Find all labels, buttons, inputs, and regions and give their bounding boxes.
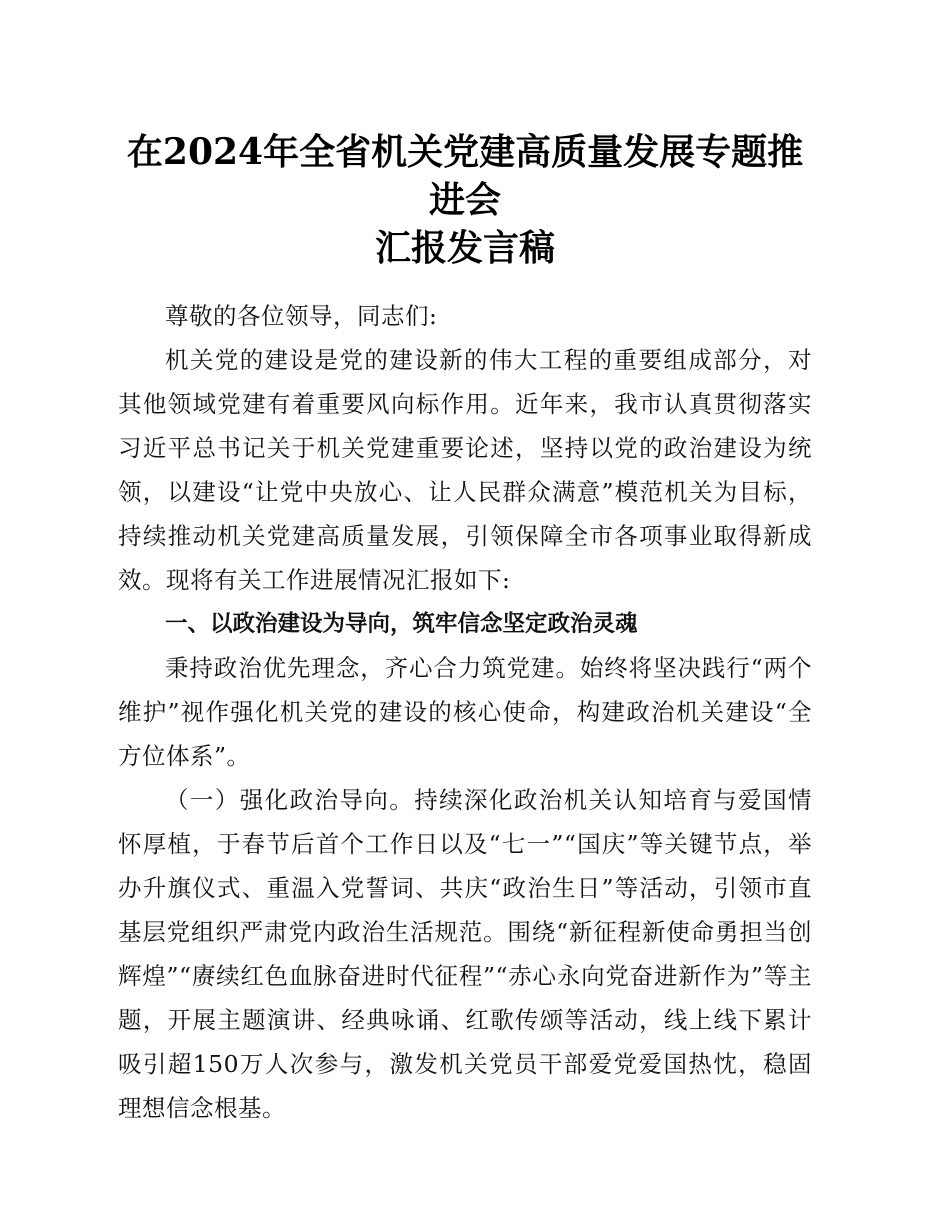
salutation: 尊敬的各位领导，同志们: [165,302,438,330]
title-line-1: 在2024年全省机关党建高质量发展专题推进会 [126,131,804,221]
document-title [118,128,812,272]
paragraph-subsection-1: （一）强化政治导向。持续深化政治机关认知培育与爱国情怀厚植，于春节后首个工作日以及“七一”“国庆”等关键节点，举办升旗仪式、重温入党誓词、共庆“政治生日”等活动，引领市直基层党组织严肃党内政治生活规范。围绕“新征程新使命勇担当创辉煌”“赓续红色血脉奋进时代征程”“赤心永向党奋进新作为”等主题，开展主题演讲、经典咏诵、红歌传颂等活动，线上线下累计吸引超150万人次参与，激发机关党员干部爱党爱国热忱，稳固理想信念根基。 [118,786,812,1122]
paragraph-intro: 机关党的建设是党的建设新的伟大工程的重要组成部分，对其他领域党建有着重要风向标作用。近年来，我市认真贯彻落实习近平总书记关于机关党建重要论述，坚持以党的政治建设为统领，以建设“让党中央放心、让人民群众满意”模范机关为目标，持续推动机关党建高质量发展，引领保障全市各项事业取得新成效。现将有关工作进展情况汇报如下: [118,346,812,594]
paragraph-section-1: 秉持政治优先理念，齐心合力筑党建。始终将坚决践行“两个维护”视作强化机关党的建设的核心使命，构建政治机关建设“全方位体系”。 [118,654,812,770]
title-line-2: 汇报发言稿 [374,227,555,269]
section-heading-1: 一、以政治建设为导向，筑牢信念坚定政治灵魂 [165,611,638,637]
document-page [118,128,812,1130]
document-body [118,294,812,1130]
